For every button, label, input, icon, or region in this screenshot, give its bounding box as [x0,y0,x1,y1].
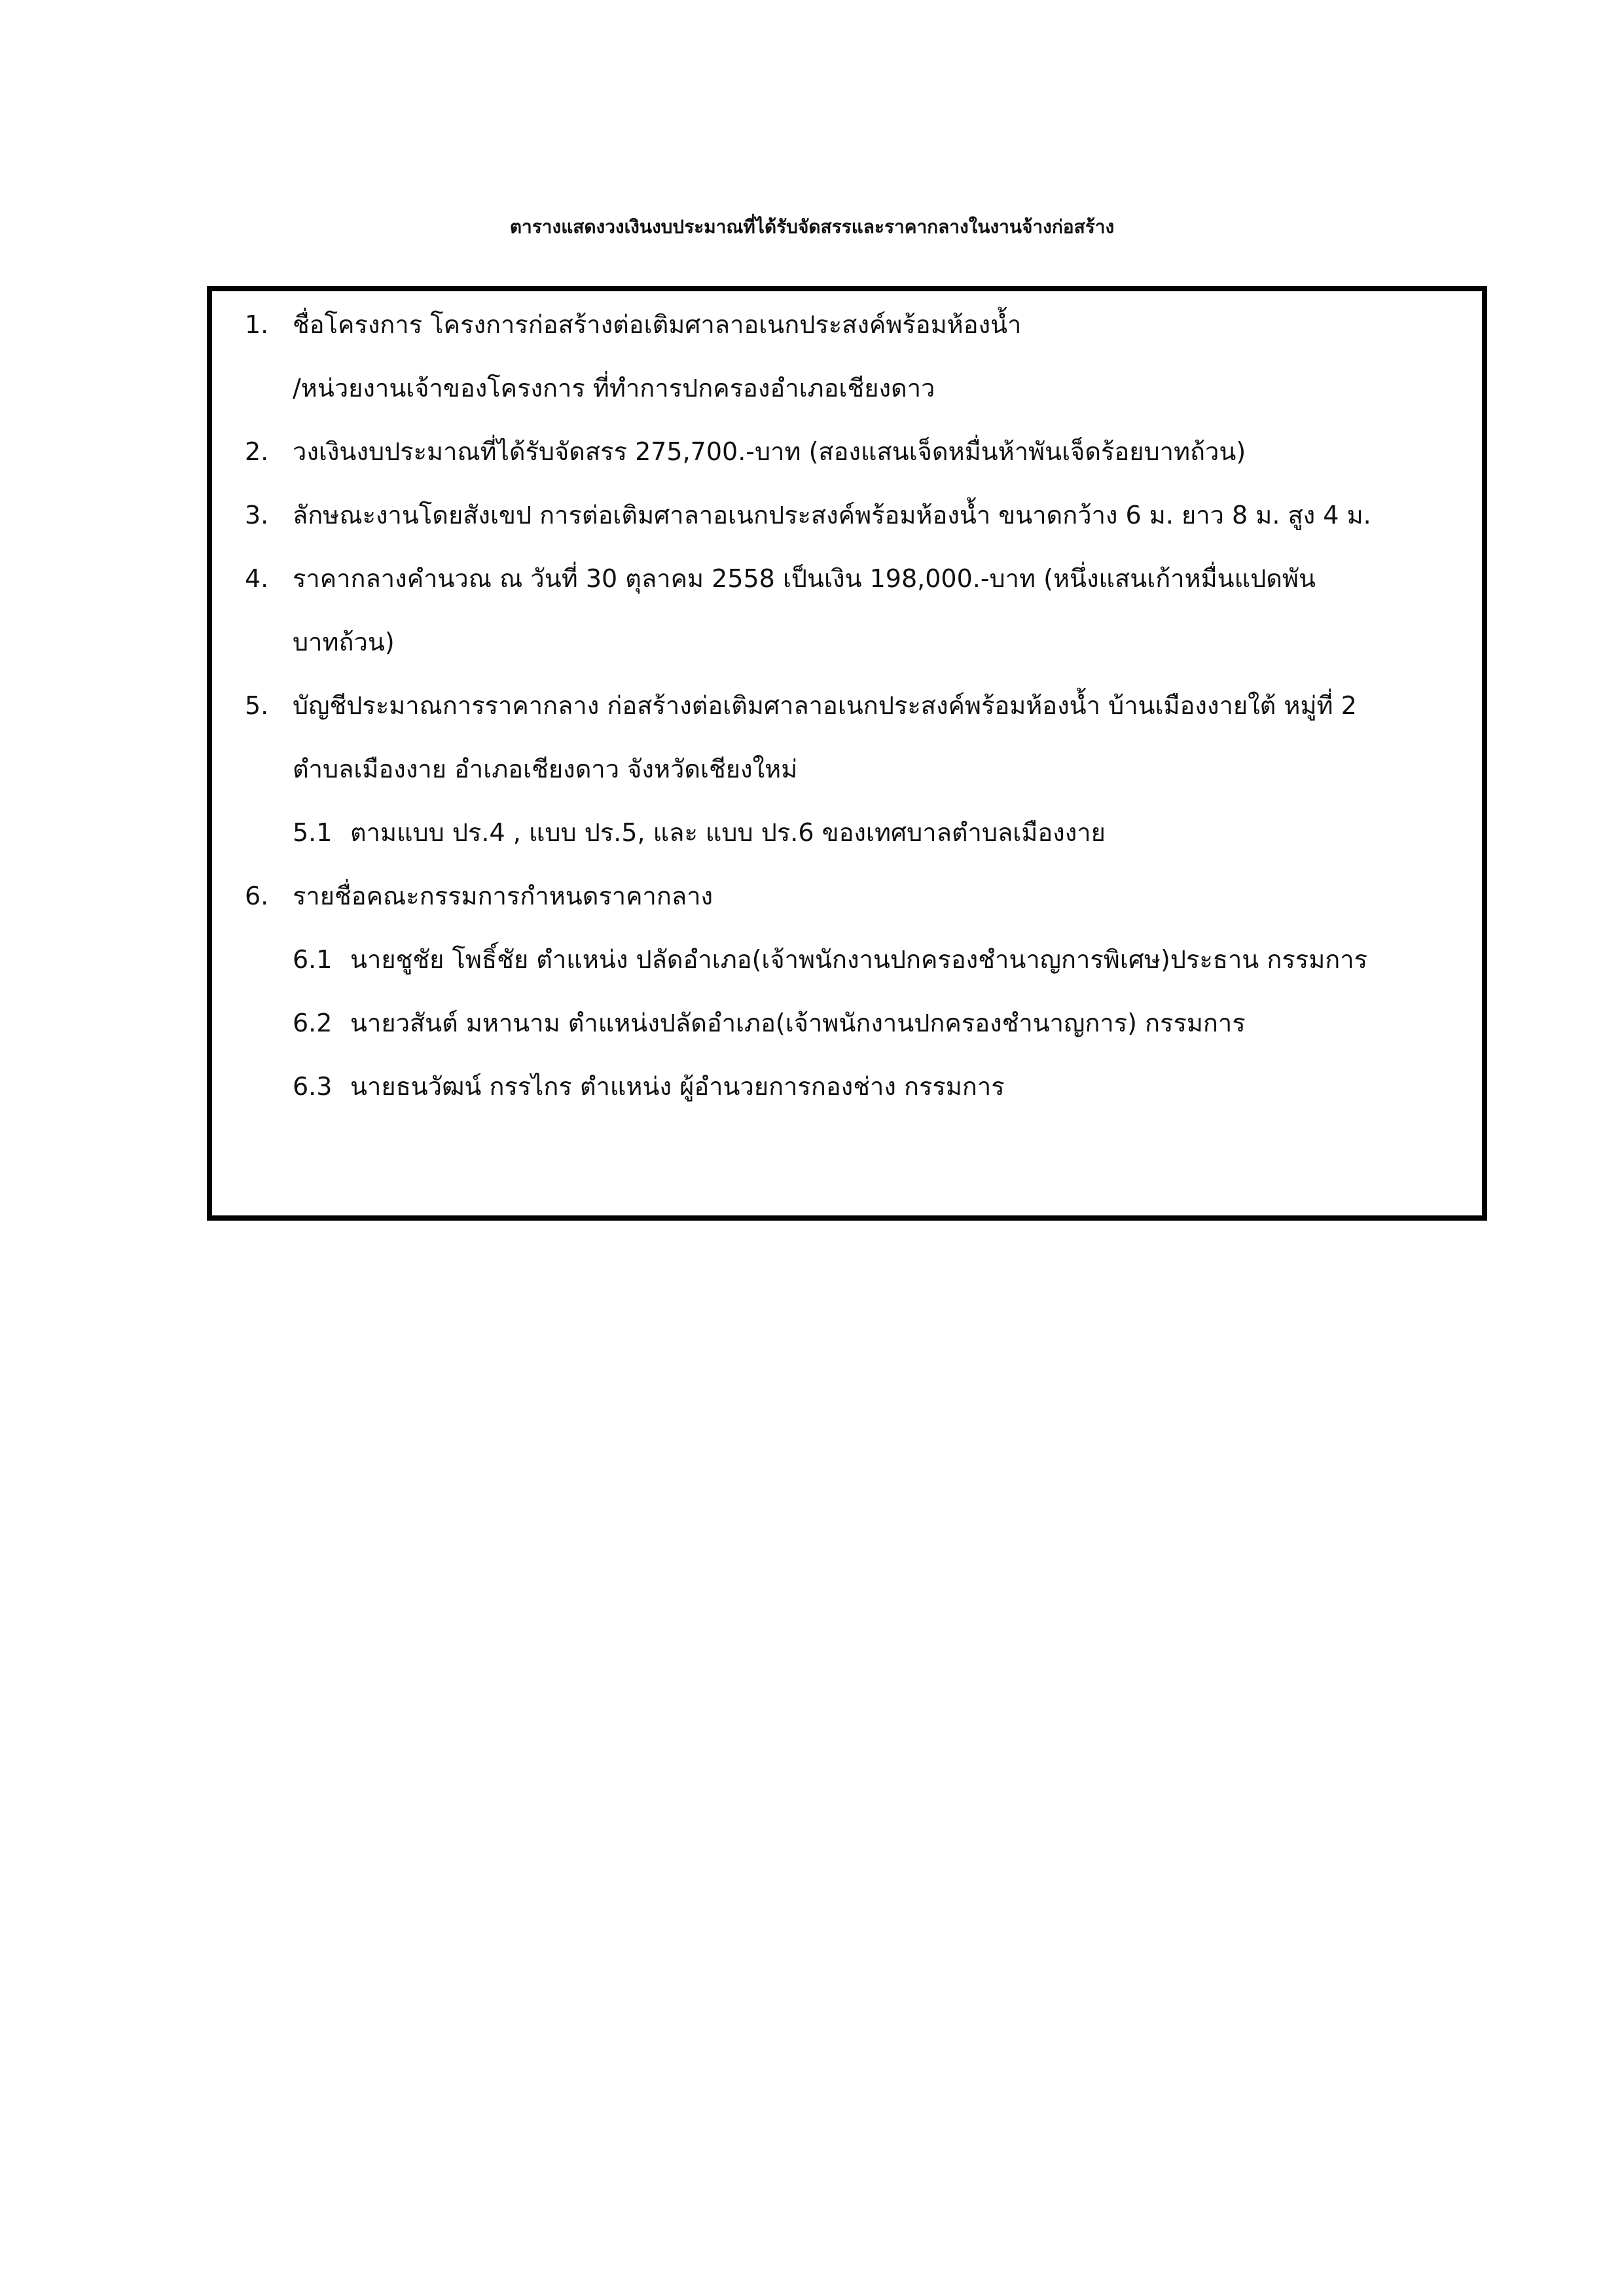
item-5-number: 5. [245,691,269,720]
item-6-sub-1-text: นายชูชัย โพธิ์ชัย ตำแหน่ง ปลัดอำเภอ(เจ้าพนักงานปกครองชำนาญการพิเศษ)ประธาน กรรมการ [350,945,1367,974]
item-6-sub-2 [293,1003,1246,1043]
item-5-line-2: ตำบลเมืองงาย อำเภอเชียงดาว จังหวัดเชียงใหม่ [293,755,798,783]
item-6-sub-3 [293,1067,1005,1106]
item-1-line-1: ชื่อโครงการ โครงการก่อสร้างต่อเติมศาลาอเนกประสงค์พร้อมห้องน้ำ [293,310,1022,339]
item-6-sub-2-text: นายวสันต์ มหานาม ตำแหน่งปลัดอำเภอ(เจ้าพนักงานปกครองชำนาญการ) กรรมการ [350,1009,1246,1037]
item-5-sub-1-number: 5.1 [293,818,333,847]
item-4-line-2: บาทถ้วน) [293,628,395,656]
item-6-sub-3-text: นายธนวัฒน์ กรรไกร ตำแหน่ง ผู้อำนวยการกองช่าง กรรมการ [350,1072,1005,1101]
item-6-sub-2-number: 6.2 [293,1009,333,1037]
item-1-number: 1. [245,310,269,339]
item-4-number: 4. [245,564,269,593]
item-5-line-1: บัญชีประมาณการราคากลาง ก่อสร้างต่อเติมศาลาอเนกประสงค์พร้อมห้องน้ำ บ้านเมืองงายใต้ หมู่ที่ 2 [293,691,1357,720]
item-6-number: 6. [245,882,269,910]
item-2-line-1: วงเงินงบประมาณที่ได้รับจัดสรร 275,700.-บาท (สองแสนเจ็ดหมื่นห้าพันเจ็ดร้อยบาทถ้วน) [293,437,1246,466]
item-6-sub-1-number: 6.1 [293,945,333,974]
item-1-line-2: /หน่วยงานเจ้าของโครงการ ที่ทำการปกครองอำเภอเชียงดาว [293,374,935,403]
item-6-sub-3-number: 6.3 [293,1072,333,1101]
item-5-sub-1 [293,813,1106,852]
document-title: ตารางแสดงวงเงินงบประมาณที่ได้รับจัดสรรและราคากลางในงานจ้างก่อสร้าง [509,216,1115,238]
item-6-line-1: รายชื่อคณะกรรมการกำหนดราคากลาง [293,882,713,910]
item-3-number: 3. [245,501,269,529]
item-3-line-1: ลักษณะงานโดยสังเขป การต่อเติมศาลาอเนกประสงค์พร้อมห้องน้ำ ขนาดกว้าง 6 ม. ยาว 8 ม. สูง 4 ม. [293,501,1371,529]
item-2-number: 2. [245,437,269,466]
item-6-sub-1 [293,940,1367,979]
item-5-sub-1-text: ตามแบบ ปร.4 , แบบ ปร.5, และ แบบ ปร.6 ของเทศบาลตำบลเมืองงาย [350,818,1106,847]
item-4-line-1: ราคากลางคำนวณ ณ วันที่ 30 ตุลาคม 2558 เป็นเงิน 198,000.-บาท (หนึ่งแสนเก้าหมื่นแปดพัน [293,564,1316,593]
